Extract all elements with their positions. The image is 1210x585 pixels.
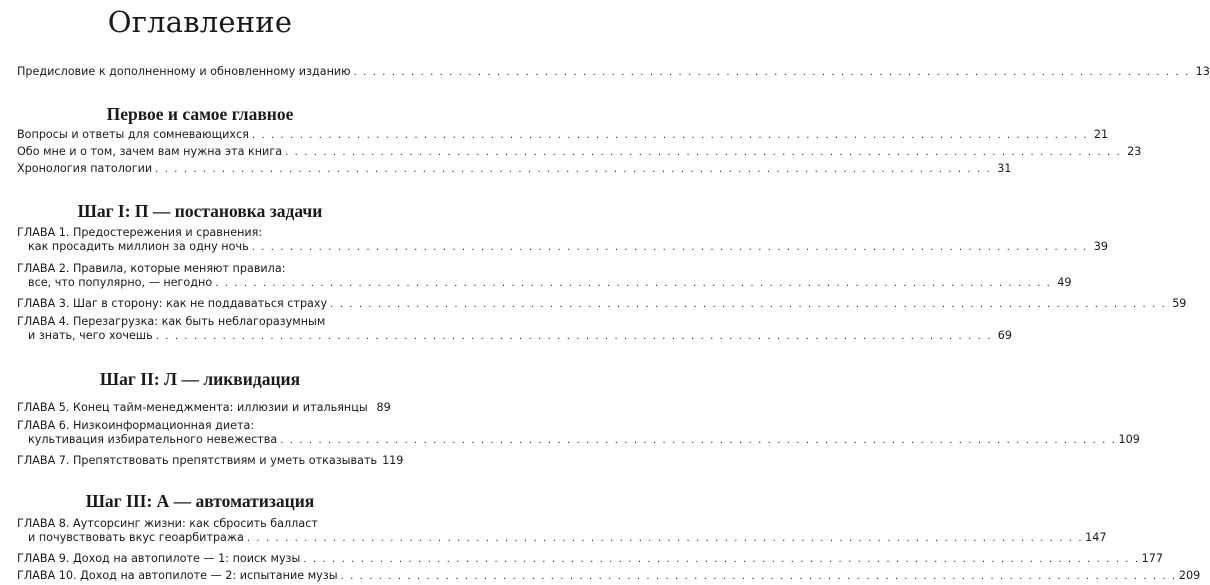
toc-entry xyxy=(17,128,1109,142)
toc-entry-text: ГЛАВА 6. Низкоинформационная диета: xyxy=(17,419,255,432)
leader-dots xyxy=(341,570,1177,584)
toc-entry-preface xyxy=(17,65,1210,79)
toc-page-number: 89 xyxy=(376,401,391,414)
leader-dots xyxy=(155,163,991,177)
toc-entry-text: Предисловие к дополненному и обновленному изданию xyxy=(17,65,351,78)
toc-page-number: 209 xyxy=(1178,569,1201,582)
toc-page-number: 59 xyxy=(1172,297,1187,310)
toc-entry xyxy=(17,262,1072,290)
toc-entry-text: ГЛАВА 9. Доход на автопилоте — 1: поиск музы xyxy=(17,552,301,565)
toc-entry-text: ГЛАВА 7. Препятствовать препятствиям и уметь отказывать xyxy=(17,454,378,467)
toc-entry xyxy=(17,162,1012,176)
leader-dots xyxy=(156,330,992,344)
toc-entry xyxy=(17,517,1107,545)
toc-entry-text: ГЛАВА 3. Шаг в сторону: как не поддаваться страху xyxy=(17,297,328,310)
toc-entry-text: и знать, чего хочешь xyxy=(28,329,153,342)
toc-entry-text: ГЛАВА 8. Аутсорсинг жизни: как сбросить балласт xyxy=(17,517,318,530)
section-title-3: Шаг III: А — автоматизация xyxy=(85,491,315,511)
leader-dots xyxy=(280,434,1116,448)
toc-entry-text: Вопросы и ответы для сомневающихся xyxy=(17,128,249,141)
toc-page-number: 147 xyxy=(1085,531,1107,544)
toc-page-number: 23 xyxy=(1127,145,1142,158)
toc-page-number: 69 xyxy=(997,329,1013,342)
page-title: Оглавление xyxy=(107,5,293,39)
toc-entry xyxy=(17,419,1140,447)
leader-dots xyxy=(247,532,1083,546)
toc-entry xyxy=(17,226,1108,254)
toc-page-number: 177 xyxy=(1141,552,1163,565)
leader-dots xyxy=(330,298,1166,312)
toc-page-number: 13 xyxy=(1195,65,1210,78)
toc-entry-text: все, что популярно, — негодно xyxy=(28,276,213,289)
leader-dots xyxy=(215,277,1051,291)
toc-entry-text: ГЛАВА 2. Правила, которые меняют правила: xyxy=(17,262,286,275)
leader-dots xyxy=(354,66,1190,80)
section-title-0: Первое и самое главное xyxy=(106,104,294,124)
leader-dots xyxy=(252,129,1088,143)
toc-page-number: 49 xyxy=(1057,276,1072,289)
toc-entry-text: ГЛАВА 1. Предостережения и сравнения: xyxy=(17,226,263,239)
toc-entry-text: ГЛАВА 10. Доход на автопилоте — 2: испытание музы xyxy=(17,569,338,582)
leader-dots xyxy=(252,241,1088,255)
toc-entry-text: как просадить миллион за одну ночь xyxy=(28,240,249,253)
toc-entry-text: ГЛАВА 4. Перезагрузка: как быть неблагоразумным xyxy=(17,315,326,328)
toc-page-number: 39 xyxy=(1093,240,1108,253)
leader-dots xyxy=(285,146,1121,160)
section-title-2: Шаг II: Л — ликвидация xyxy=(99,369,301,389)
toc-page-number: 31 xyxy=(997,162,1012,175)
toc-entry-text: Обо мне и о том, зачем вам нужна эта книга xyxy=(17,145,283,158)
toc-page-number: 21 xyxy=(1093,128,1109,141)
toc-entry-text: Хронология патологии xyxy=(17,162,153,175)
toc-entry-text: культивация избирательного невежества xyxy=(28,433,278,446)
toc-entry xyxy=(17,145,1142,159)
toc-page-number: 119 xyxy=(382,454,404,467)
toc-entry xyxy=(17,552,1163,566)
toc-entry xyxy=(17,454,404,468)
toc-entry xyxy=(17,297,1187,311)
section-title-1: Шаг I: П — постановка задачи xyxy=(77,201,323,221)
toc-entry xyxy=(17,569,1201,583)
toc-page-number: 109 xyxy=(1118,433,1140,446)
toc-entry xyxy=(17,401,391,415)
leader-dots xyxy=(303,553,1139,567)
toc-entry-text: ГЛАВА 5. Конец тайм-менеджмента: иллюзии и итальянцы xyxy=(17,401,368,414)
toc-entry-text: и почувствовать вкус геоарбитража xyxy=(28,531,244,544)
toc-entry xyxy=(17,315,1013,343)
